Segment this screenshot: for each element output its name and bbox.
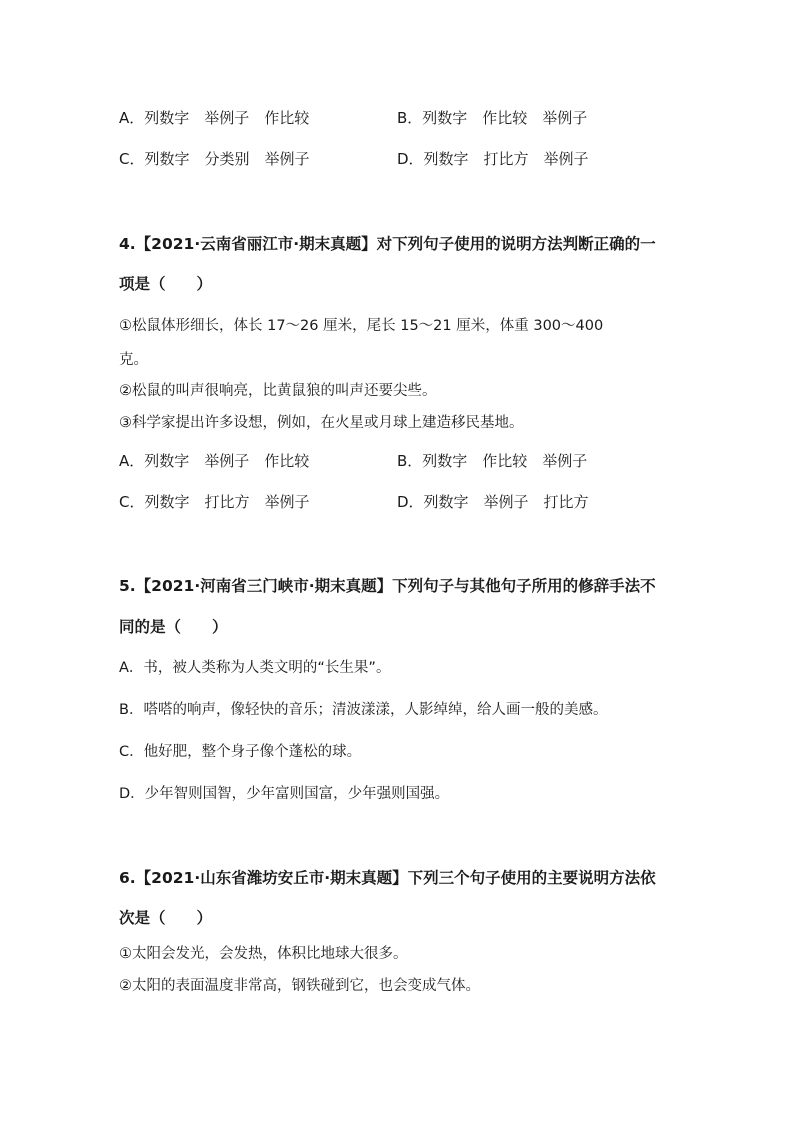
q4-title-line1: 4.【2021·云南省丽江市·期末真题】对下列句子使用的说明方法判断正确的一: [119, 235, 656, 253]
q3-option-b: B．列数字 作比较 举例子: [397, 109, 588, 127]
q5-option-c: C．他好肥，整个身子像个蓬松的球。: [119, 744, 362, 760]
q3-option-d: D．列数字 打比方 举例子: [397, 150, 589, 168]
q5-title-line1: 5.【2021·河南省三门峡市·期末真题】下列句子与其他句子所用的修辞手法不: [119, 577, 656, 595]
q5-option-b: B．嗒嗒的响声，像轻快的音乐；清波漾漾，人影绰绰，给人画一般的美感。: [119, 702, 608, 718]
q4-option-c: C．列数字 打比方 举例子: [119, 493, 310, 511]
q5-option-a: A．书，被人类称为人类文明的“长生果”。: [119, 660, 391, 676]
q4-title-line2: 项是（ ）: [119, 275, 213, 293]
q4-sentence-2: ②松鼠的叫声很响亮，比黄鼠狼的叫声还要尖些。: [119, 383, 437, 399]
q6-sentence-2: ②太阳的表面温度非常高，钢铁碰到它，也会变成气体。: [119, 978, 480, 994]
q4-sentence-1-cont: 克。: [119, 352, 148, 368]
q4-option-b: B．列数字 作比较 举例子: [397, 452, 588, 470]
q3-option-c: C．列数字 分类别 举例子: [119, 150, 310, 168]
q4-option-d: D．列数字 举例子 打比方: [397, 493, 589, 511]
q3-option-a: A．列数字 举例子 作比较: [119, 109, 310, 127]
q5-title-line2: 同的是（ ）: [119, 618, 228, 636]
q6-title-line2: 次是（ ）: [119, 909, 213, 927]
q6-title-line1: 6.【2021·山东省潍坊安丘市·期末真题】下列三个句子使用的主要说明方法依: [119, 869, 656, 887]
q4-sentence-1: ①松鼠体形细长，体长 17～26 厘米，尾长 15～21 厘米，体重 300～400: [119, 318, 604, 334]
q5-option-d: D．少年智则国智，少年富则国富，少年强则国强。: [119, 786, 450, 802]
q4-sentence-3: ③科学家提出许多设想，例如，在火星或月球上建造移民基地。: [119, 415, 524, 431]
q6-sentence-1: ①太阳会发光，会发热，体积比地球大很多。: [119, 946, 408, 962]
q4-option-a: A．列数字 举例子 作比较: [119, 452, 310, 470]
